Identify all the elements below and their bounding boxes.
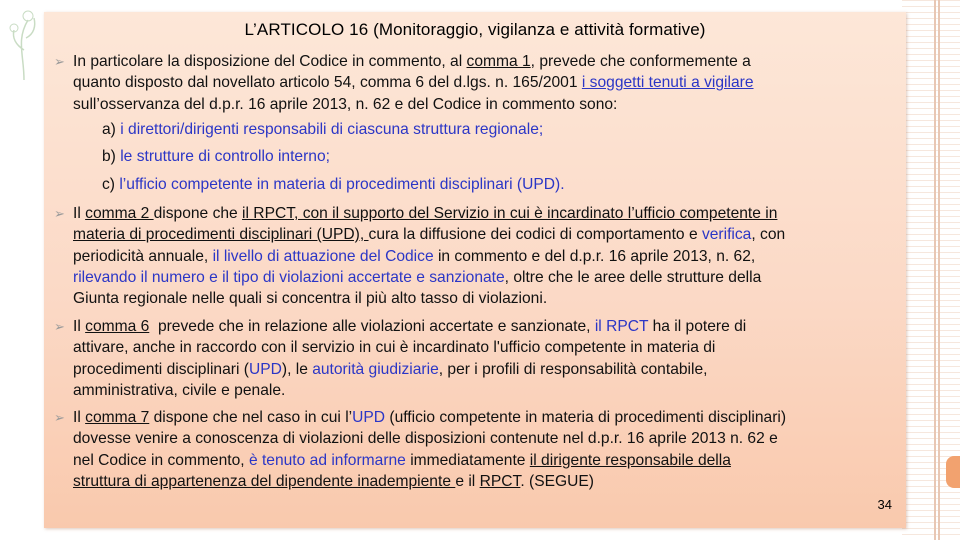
arrow-bullet-icon: ➢ <box>54 206 65 221</box>
paragraph-comma-6: Il comma 6 prevede che in relazione alle violazioni accertate e sanzionate, il RPCT ha il potere di attivare, anche in raccordo con il servizio in cui è incardinato l'ufficio competente in materia di procedimenti disciplinari (UPD), le autorità giudiziarie, per i profili di responsabilità contabile, amministrativa, civile e penale. <box>73 318 747 399</box>
left-decoration <box>0 0 44 540</box>
list-item: b) le strutture di controllo interno; <box>102 148 330 165</box>
paragraph-comma-2: Il comma 2 dispone che il RPCT, con il supporto del Servizio in cui è incardinato l’ufficio competente in materia di procedimenti disciplinari (UPD), cura la diffusione dei codici di comportamento e verifica, con periodicità annuale, il livello di attuazione del Codice in commento e del d.p.r. 16 aprile 2013, n. 62, rilevando il numero e il tipo di violazioni accertate e sanzionate, oltre che le aree delle strutture della Giunta regionale nelle quali si concentra il più alto tasso di violazioni. <box>73 205 786 308</box>
paragraph-comma-7: Il comma 7 dispone che nel caso in cui l’UPD (ufficio competente in materia di procedimenti disciplinari) dovesse venire a conoscenza di violazioni delle disposizioni contenute nel d.p.r. 16 aprile 2013 n. 62 e nel Codice in commento, è tenuto ad informarne immediatamente il dirigente responsabile della struttura di appartenenza del dipendente inadempiente e il RPCT. (SEGUE) <box>73 409 787 490</box>
page-number: 34 <box>877 497 892 512</box>
arrow-bullet-icon: ➢ <box>54 54 65 69</box>
arrow-bullet-icon: ➢ <box>54 319 65 334</box>
slide-panel <box>44 12 906 528</box>
accent-tab <box>946 456 960 488</box>
branch-ornament-icon <box>6 0 42 80</box>
arrow-bullet-icon: ➢ <box>54 410 65 425</box>
divider-line <box>934 0 936 540</box>
divider-line <box>938 0 940 540</box>
list-item: c) l’ufficio competente in materia di procedimenti disciplinari (UPD). <box>102 176 565 193</box>
slide-title: L’ARTICOLO 16 (Monitoraggio, vigilanza e attività formative) <box>244 20 706 39</box>
paragraph-comma-1: In particolare la disposizione del Codice in commento, al comma 1, prevede che conformemente a quanto disposto dal novellato articolo 54, comma 6 del d.lgs. n. 165/2001 i soggetti tenuti a vigilare sull’osservanza del d.p.r. 16 aprile 2013, n. 62 e del Codice in commento sono: <box>73 53 754 113</box>
list-item: a) i direttori/dirigenti responsabili di ciascuna struttura regionale; <box>102 121 544 138</box>
